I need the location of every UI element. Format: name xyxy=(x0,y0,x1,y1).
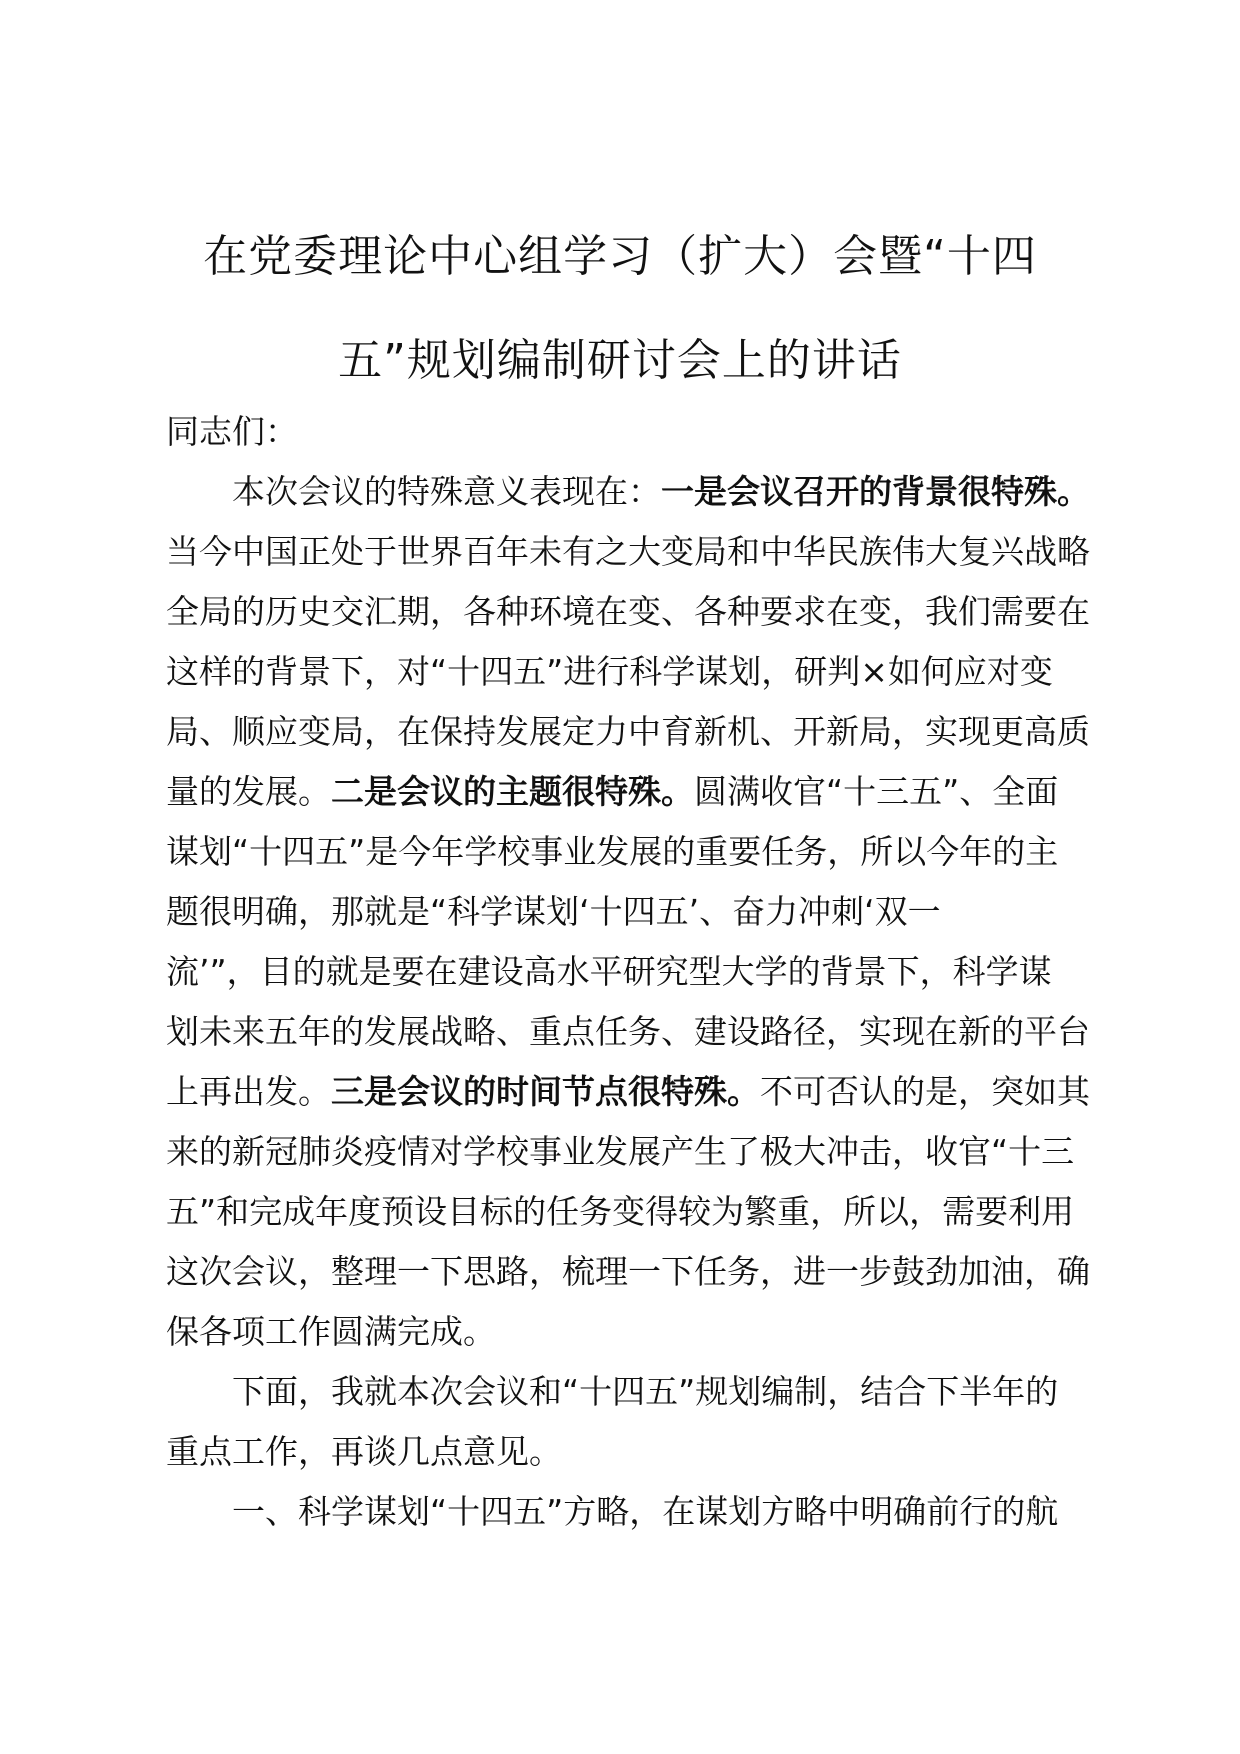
paragraph-1-line: 题很明确，那就是“科学谋划‘十四五’、奋力冲刺‘双一 xyxy=(166,892,941,931)
paragraph-1-line: 保各项工作圆满完成。 xyxy=(166,1312,496,1351)
body-text: 上再出发。 xyxy=(166,1072,331,1111)
paragraph-1-line: 来的新冠肺炎疫情对学校事业发展产生了极大冲击，收官“十三 xyxy=(166,1132,1075,1171)
paragraph-1-line: 划未来五年的发展战略、重点任务、建设路径，实现在新的平台 xyxy=(166,1012,1090,1051)
paragraph-1-line: 这次会议，整理一下思路，梳理一下任务，进一步鼓劲加油，确 xyxy=(166,1252,1090,1291)
section-heading-1: 一、科学谋划“十四五”方略，在谋划方略中明确前行的航 xyxy=(232,1492,1059,1531)
body-text: 量的发展。 xyxy=(166,772,331,811)
paragraph-1-line: 这样的背景下，对“十四五”进行科学谋划，研判×如何应对变 xyxy=(166,652,1053,691)
paragraph-2-line: 下面，我就本次会议和“十四五”规划编制，结合下半年的 xyxy=(232,1372,1059,1411)
paragraph-1-line: 当今中国正处于世界百年未有之大变局和中华民族伟大复兴战略 xyxy=(166,532,1090,571)
emphasis-point-3: 三是会议的时间节点很特殊。 xyxy=(331,1072,760,1111)
emphasis-point-1: 一是会议召开的背景很特殊。 xyxy=(661,472,1090,511)
body-text: 圆满收官“十三五”、全面 xyxy=(694,772,1059,811)
paragraph-1-line: 局、顺应变局，在保持发展定力中育新机、开新局，实现更高质 xyxy=(166,712,1090,751)
paragraph-2-line: 重点工作，再谈几点意见。 xyxy=(166,1432,562,1471)
emphasis-point-2: 二是会议的主题很特殊。 xyxy=(331,772,694,811)
body-text: 本次会议的特殊意义表现在： xyxy=(232,472,661,511)
paragraph-1-line xyxy=(166,1062,1106,1122)
paragraph-1-line: 谋划“十四五”是今年学校事业发展的重要任务，所以今年的主 xyxy=(166,832,1059,871)
title-line-1: 在党委理论中心组学习（扩大）会暨“十四 xyxy=(203,231,1037,282)
title-line-2: 五”规划编制研讨会上的讲话 xyxy=(338,335,902,386)
paragraph-1-line xyxy=(166,462,1106,522)
document-title xyxy=(150,205,1090,413)
paragraph-1-line xyxy=(166,762,1106,822)
paragraph-1-line: 全局的历史交汇期，各种环境在变、各种要求在变，我们需要在 xyxy=(166,592,1090,631)
document-body xyxy=(166,402,1106,1542)
paragraph-1-line: 五”和完成年度预设目标的任务变得较为繁重，所以，需要利用 xyxy=(166,1192,1075,1231)
salutation: 同志们： xyxy=(166,412,298,451)
paragraph-1-line: 流’”，目的就是要在建设高水平研究型大学的背景下，科学谋 xyxy=(166,952,1052,991)
body-text: 不可否认的是，突如其 xyxy=(760,1072,1090,1111)
